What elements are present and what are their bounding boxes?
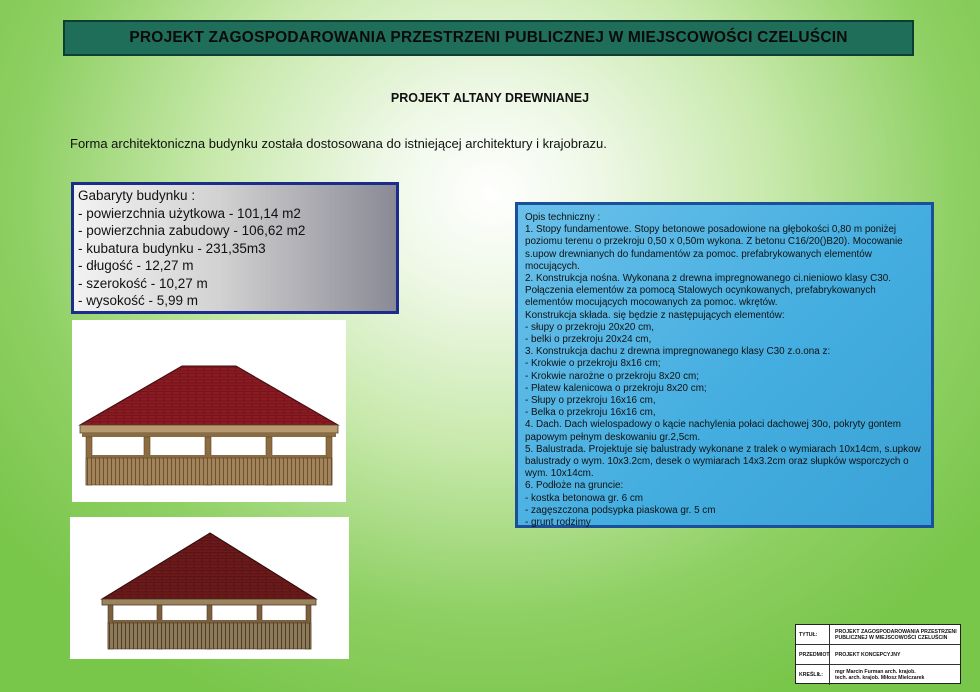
tech-line: 3. Konstrukcja dachu z drewna impregnowanego klasy C30 z.o.ona z:	[525, 346, 831, 358]
page-title: PROJEKT ZAGOSPODAROWANIA PRZESTRZENI PUBLICZNEJ W MIEJSCOWOŚCI CZELUŚCIN	[129, 29, 848, 46]
title-block-stamp	[795, 624, 961, 684]
dimension-item: - powierzchnia użytkowa - 101,14 m2	[78, 205, 301, 221]
gazebo-elevation-side	[70, 517, 349, 659]
tech-line: - kostka betonowa gr. 6 cm	[525, 492, 644, 504]
tech-line: - zagęszczona podsypka piaskowa gr. 5 cm	[525, 504, 716, 516]
stamp-author-line-1: mgr Marcin Furman arch. krajob.	[835, 669, 916, 675]
dimensions-box	[71, 182, 399, 314]
tech-line: - Krokwie o przekroju 8x16 cm;	[525, 358, 661, 370]
tech-line: - Belka o przekroju 16x16 cm,	[525, 407, 656, 419]
stamp-author-line-2: tech. arch. krajob. Miłosz Mielczarek	[835, 675, 925, 681]
stamp-subject-label: PRZEDMIOT	[796, 645, 830, 665]
intro-text: Forma architektoniczna budynku została dostosowana do istniejącej architektury i krajobrazu.	[70, 136, 607, 151]
tech-line: - Płatew kalenicowa o przekroju 8x20 cm;	[525, 382, 707, 394]
stamp-author-row	[796, 664, 960, 685]
tech-line: - słupy o przekroju 20x20 cm,	[525, 321, 654, 333]
dimensions-heading: Gabaryty budynku :	[78, 188, 196, 203]
stamp-subject-value: PROJEKT KONCEPCYJNY	[835, 652, 901, 658]
stamp-title-row	[796, 625, 960, 644]
dimension-item: - wysokość - 5,99 m	[78, 293, 199, 308]
stamp-subject-row	[796, 644, 960, 665]
gazebo-elevation-front	[72, 320, 346, 502]
tech-line: 5. Balustrada. Projektuje się balustrady wykonane z tralek o wymiarach 10x14cm, s.upkow balustrady o wym. 10x3.2cm, desek o wymiarach 14x3.2cm oraz słupków wsporczych o wym. 10x14cm.	[525, 443, 921, 480]
stamp-title-line-1: PROJEKT ZAGOSPODAROWANIA PRZESTRZENI	[835, 628, 957, 635]
dimension-item: - szerokość - 10,27 m	[78, 275, 208, 291]
tech-line: Opis techniczny :	[525, 212, 601, 223]
tech-line: - Krokwie narożne o przekroju 8x20 cm;	[525, 370, 699, 382]
tech-line: 4. Dach. Dach wielospadowy o kącie nachylenia połaci dachowej 30o, pokryty gontem papowym pełnym deskowaniu gr.2,5cm.	[525, 419, 902, 443]
dimension-item: - długość - 12,27 m	[78, 258, 194, 273]
stamp-title-line-2: PUBLICZNEJ W MIEJSCOWOŚCI CZELUŚCIN	[835, 634, 948, 641]
stamp-title-label: TYTUŁ:	[796, 625, 830, 644]
tech-line: - belki o przekroju 20x24 cm,	[525, 334, 652, 346]
tech-line: 1. Stopy fundamentowe. Stopy betonowe posadowione na głębokości 0,80 m poniżej poziomu terenu o przekroju 0,50 x 0,50m wykona. Z betonu C16/20()B20). Mocowanie s.upow drewnianych do fundamentów za pomoc. prefabrykowanych elementów mocujących.	[525, 224, 903, 272]
dimension-item: - kubatura budynku - 231,35m3	[78, 240, 266, 256]
dimension-item: - powierzchnia zabudowy - 106,62 m2	[78, 223, 306, 238]
project-subtitle: PROJEKT ALTANY DREWNIANEJ	[390, 91, 590, 105]
tech-line: - Słupy o przekroju 16x16 cm,	[525, 395, 656, 407]
tech-line: 2. Konstrukcja nośna. Wykonana z drewna impregnowanego ci.nieniowo klasy C30. Połączenia elementów za pomocą Stalowych ocynkowanych, prefabrykowanych elementów mocujących mocowanych za pomoc. wkrętów.	[525, 273, 892, 309]
stamp-title-value	[830, 625, 960, 644]
page-title-bar	[63, 20, 914, 56]
tech-line: 6. Podłoże na gruncie:	[525, 480, 624, 492]
tech-line: Konstrukcja składa. się będzie z następujących elementów:	[525, 309, 785, 321]
technical-description-box	[515, 202, 934, 528]
stamp-author-value	[830, 665, 960, 685]
tech-line: - grunt rodzimy	[525, 517, 591, 529]
stamp-author-label: KREŚLIŁ:	[796, 665, 830, 685]
